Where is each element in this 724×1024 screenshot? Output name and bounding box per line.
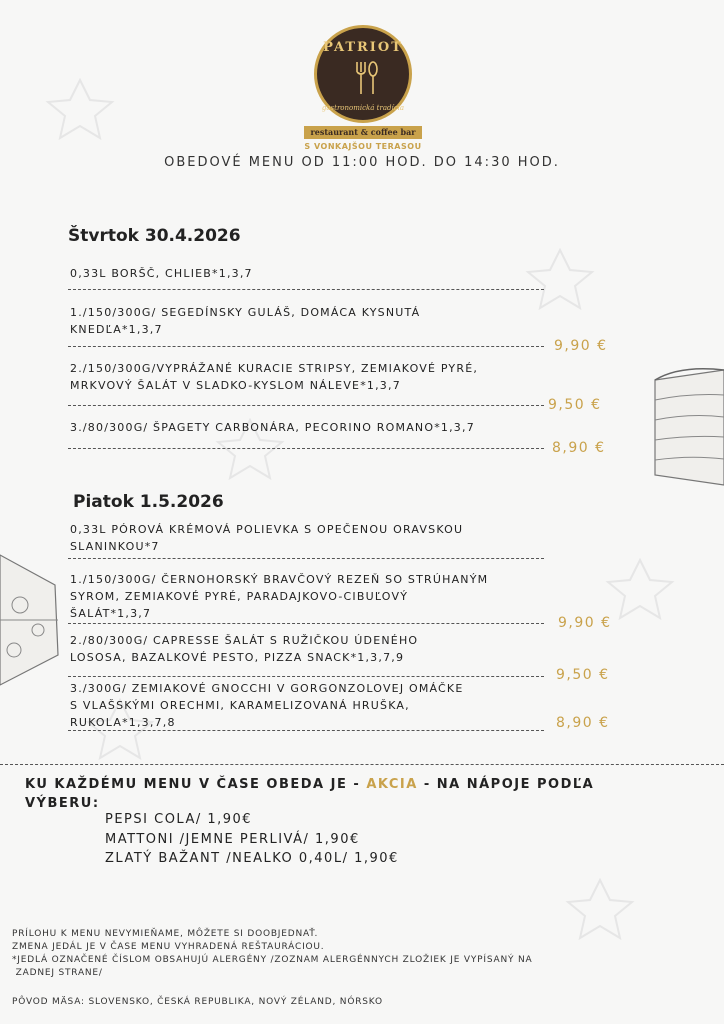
- fork-spoon-emblem-icon: [353, 60, 379, 96]
- divider: [68, 405, 544, 406]
- akcia-label: AKCIA: [366, 777, 418, 792]
- price: 9,90 €: [554, 338, 608, 354]
- lasagna-illustration: [650, 365, 724, 490]
- terrace-label: S VONKAJŠOU TERASOU: [304, 142, 422, 151]
- divider: [68, 676, 544, 677]
- logo-name: PATRIOT: [323, 40, 403, 55]
- meat-origin: PÔVOD MÄSA: SLOVENSKO, ČESKÁ REPUBLIKA, NOVÝ ZÉLAND, NÓRSKO: [12, 997, 383, 1007]
- soup-item: 0,33L BORŠČ, CHLIEB*1,3,7: [70, 267, 253, 280]
- divider: [68, 448, 544, 449]
- soup-item: 0,33L PÓROVÁ KRÉMOVÁ POLIEVKA S OPEČENOU ORAVSKOU SLANINKOU*7: [70, 523, 464, 553]
- menu-hours: OBEDOVÉ MENU OD 11:00 HOD. DO 14:30 HOD.: [164, 155, 560, 170]
- drink-item: PEPSI COLA/ 1,90€: [105, 812, 253, 827]
- menu-item: 2./80/300G/ CAPRESSE ŠALÁT S RUŽIČKOU ÚDENÉHO LOSOSA, BAZALKOVÉ PESTO, PIZZA SNACK*1,3,7,9: [70, 634, 419, 664]
- day-title: Piatok 1.5.2026: [73, 492, 224, 512]
- price: 8,90 €: [552, 440, 606, 456]
- menu-item: 3./300G/ ZEMIAKOVÉ GNOCCHI V GORGONZOLOVEJ OMÁČKE S VLAŠSKÝMI ORECHMI, KARAMELIZOVANÁ HRUŠKA, RUKOLA*1,3,7,8: [70, 682, 464, 729]
- footer-notes: PRÍLOHU K MENU NEVYMIEŇAME, MÔŽETE SI DOOBJEDNAŤ. ZMENA JEDÁL JE V ČASE MENU VYHRADENÁ REŠTAURÁCIOU. *JEDLÁ OZNAČENÉ ČÍSLOM OBSAHUJÚ ALERGÉNY /ZOZNAM ALERGÉNNYCH ZLOŽIEK JE VYPÍSANÝ NA ZADNEJ STRANE/: [12, 929, 533, 978]
- price: 9,50 €: [556, 667, 610, 683]
- divider: [68, 558, 544, 559]
- price: 9,50 €: [548, 397, 602, 413]
- drink-item: MATTONI /JEMNE PERLIVÁ/ 1,90€: [105, 832, 360, 847]
- menu-item: 1./150/300G/ SEGEDÍNSKY GULÁŠ, DOMÁCA KYSNUTÁ KNEDĽA*1,3,7: [70, 306, 421, 336]
- price: 8,90 €: [556, 715, 610, 731]
- drinks-promo: KU KAŽDÉMU MENU V ČASE OBEDA JE - AKCIA - NA NÁPOJE PODĽA VÝBERU:: [25, 777, 595, 811]
- day-title: Štvrtok 30.4.2026: [68, 226, 241, 246]
- patriot-logo: [314, 25, 412, 123]
- drink-item: ZLATÝ BAŽANT /NEALKO 0,40L/ 1,90€: [105, 851, 399, 866]
- menu-item: 1./150/300G/ ČERNOHORSKÝ BRAVČOVÝ REZEŇ SO STRÚHANÝM SYROM, ZEMIAKOVÉ PYRÉ, PARADAJKOVO-CIBUĽOVÝ ŠALÁT*1,3,7: [70, 573, 489, 620]
- logo-tagline: gastronomická tradícia: [321, 104, 405, 112]
- pizza-illustration: [0, 545, 62, 695]
- divider: [68, 289, 544, 290]
- ribbon-label: restaurant & coffee bar: [304, 126, 422, 139]
- menu-item: 2./150/300G/VYPRÁŽANÉ KURACIE STRIPSY, ZEMIAKOVÉ PYRÉ, MRKVOVÝ ŠALÁT V SLADKO-KYSLOM NÁLEVE*1,3,7: [70, 362, 479, 392]
- section-divider: [0, 764, 724, 765]
- price: 9,90 €: [558, 615, 612, 631]
- divider: [68, 346, 544, 347]
- divider: [68, 623, 544, 624]
- divider: [68, 730, 544, 731]
- menu-item: 3./80/300G/ ŠPAGETY CARBONÁRA, PECORINO ROMANO*1,3,7: [70, 421, 475, 434]
